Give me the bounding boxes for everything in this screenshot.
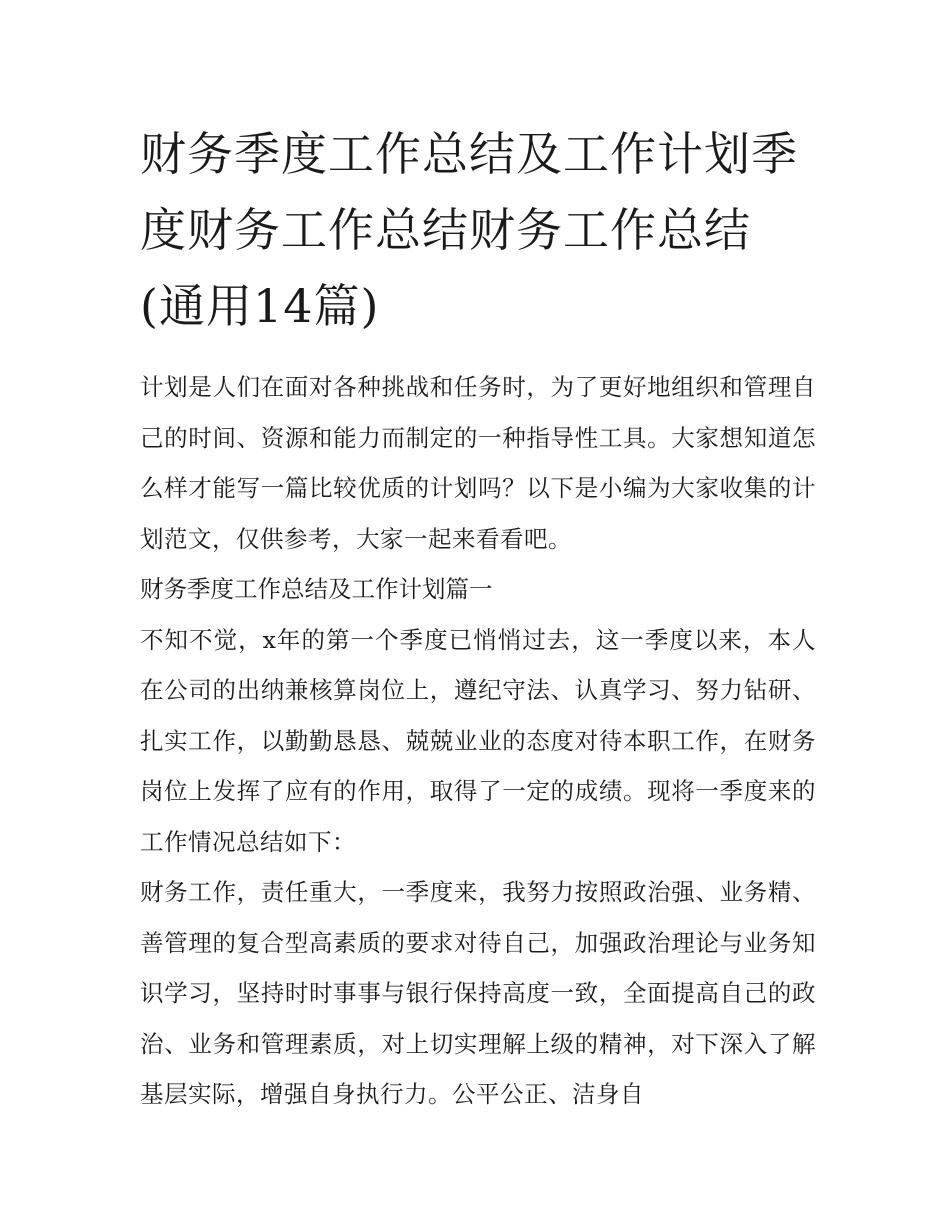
- body-paragraph-2: 财务工作，责任重大，一季度来，我努力按照政治强、业务精、善管理的复合型高素质的要求对待自己，加强政治理论与业务知识学习，坚持时时事事与银行保持高度一致，全面提高自己的政治、业务和管理素质，对上切实理解上级的精神，对下深入了解基层实际，增强自身执行力。公平公正、洁身自: [140, 878, 816, 1108]
- document-title: 财务季度工作总结及工作计划季度财务工作总结财务工作总结(通用14篇): [140, 127, 798, 333]
- body-paragraph-1: 不知不觉，x年的第一个季度已悄悄过去，这一季度以来，本人在公司的出纳兼核算岗位上，遵纪守法、认真学习、努力钻研、扎实工作，以勤勤恳恳、兢兢业业的态度对待本职工作，在财务岗位上发挥了应有的作用，取得了一定的成绩。现将一季度来的工作情况总结如下：: [140, 625, 816, 856]
- intro-paragraph: 计划是人们在面对各种挑战和任务时，为了更好地组织和管理自己的时间、资源和能力而制定的一种指导性工具。大家想知道怎么样才能写一篇比较优质的计划吗？以下是小编为大家收集的计划范文，仅供参考，大家一起来看看吧。: [140, 373, 816, 553]
- document-body: [140, 116, 816, 1120]
- section-heading: 财务季度工作总结及工作计划篇一: [140, 575, 493, 603]
